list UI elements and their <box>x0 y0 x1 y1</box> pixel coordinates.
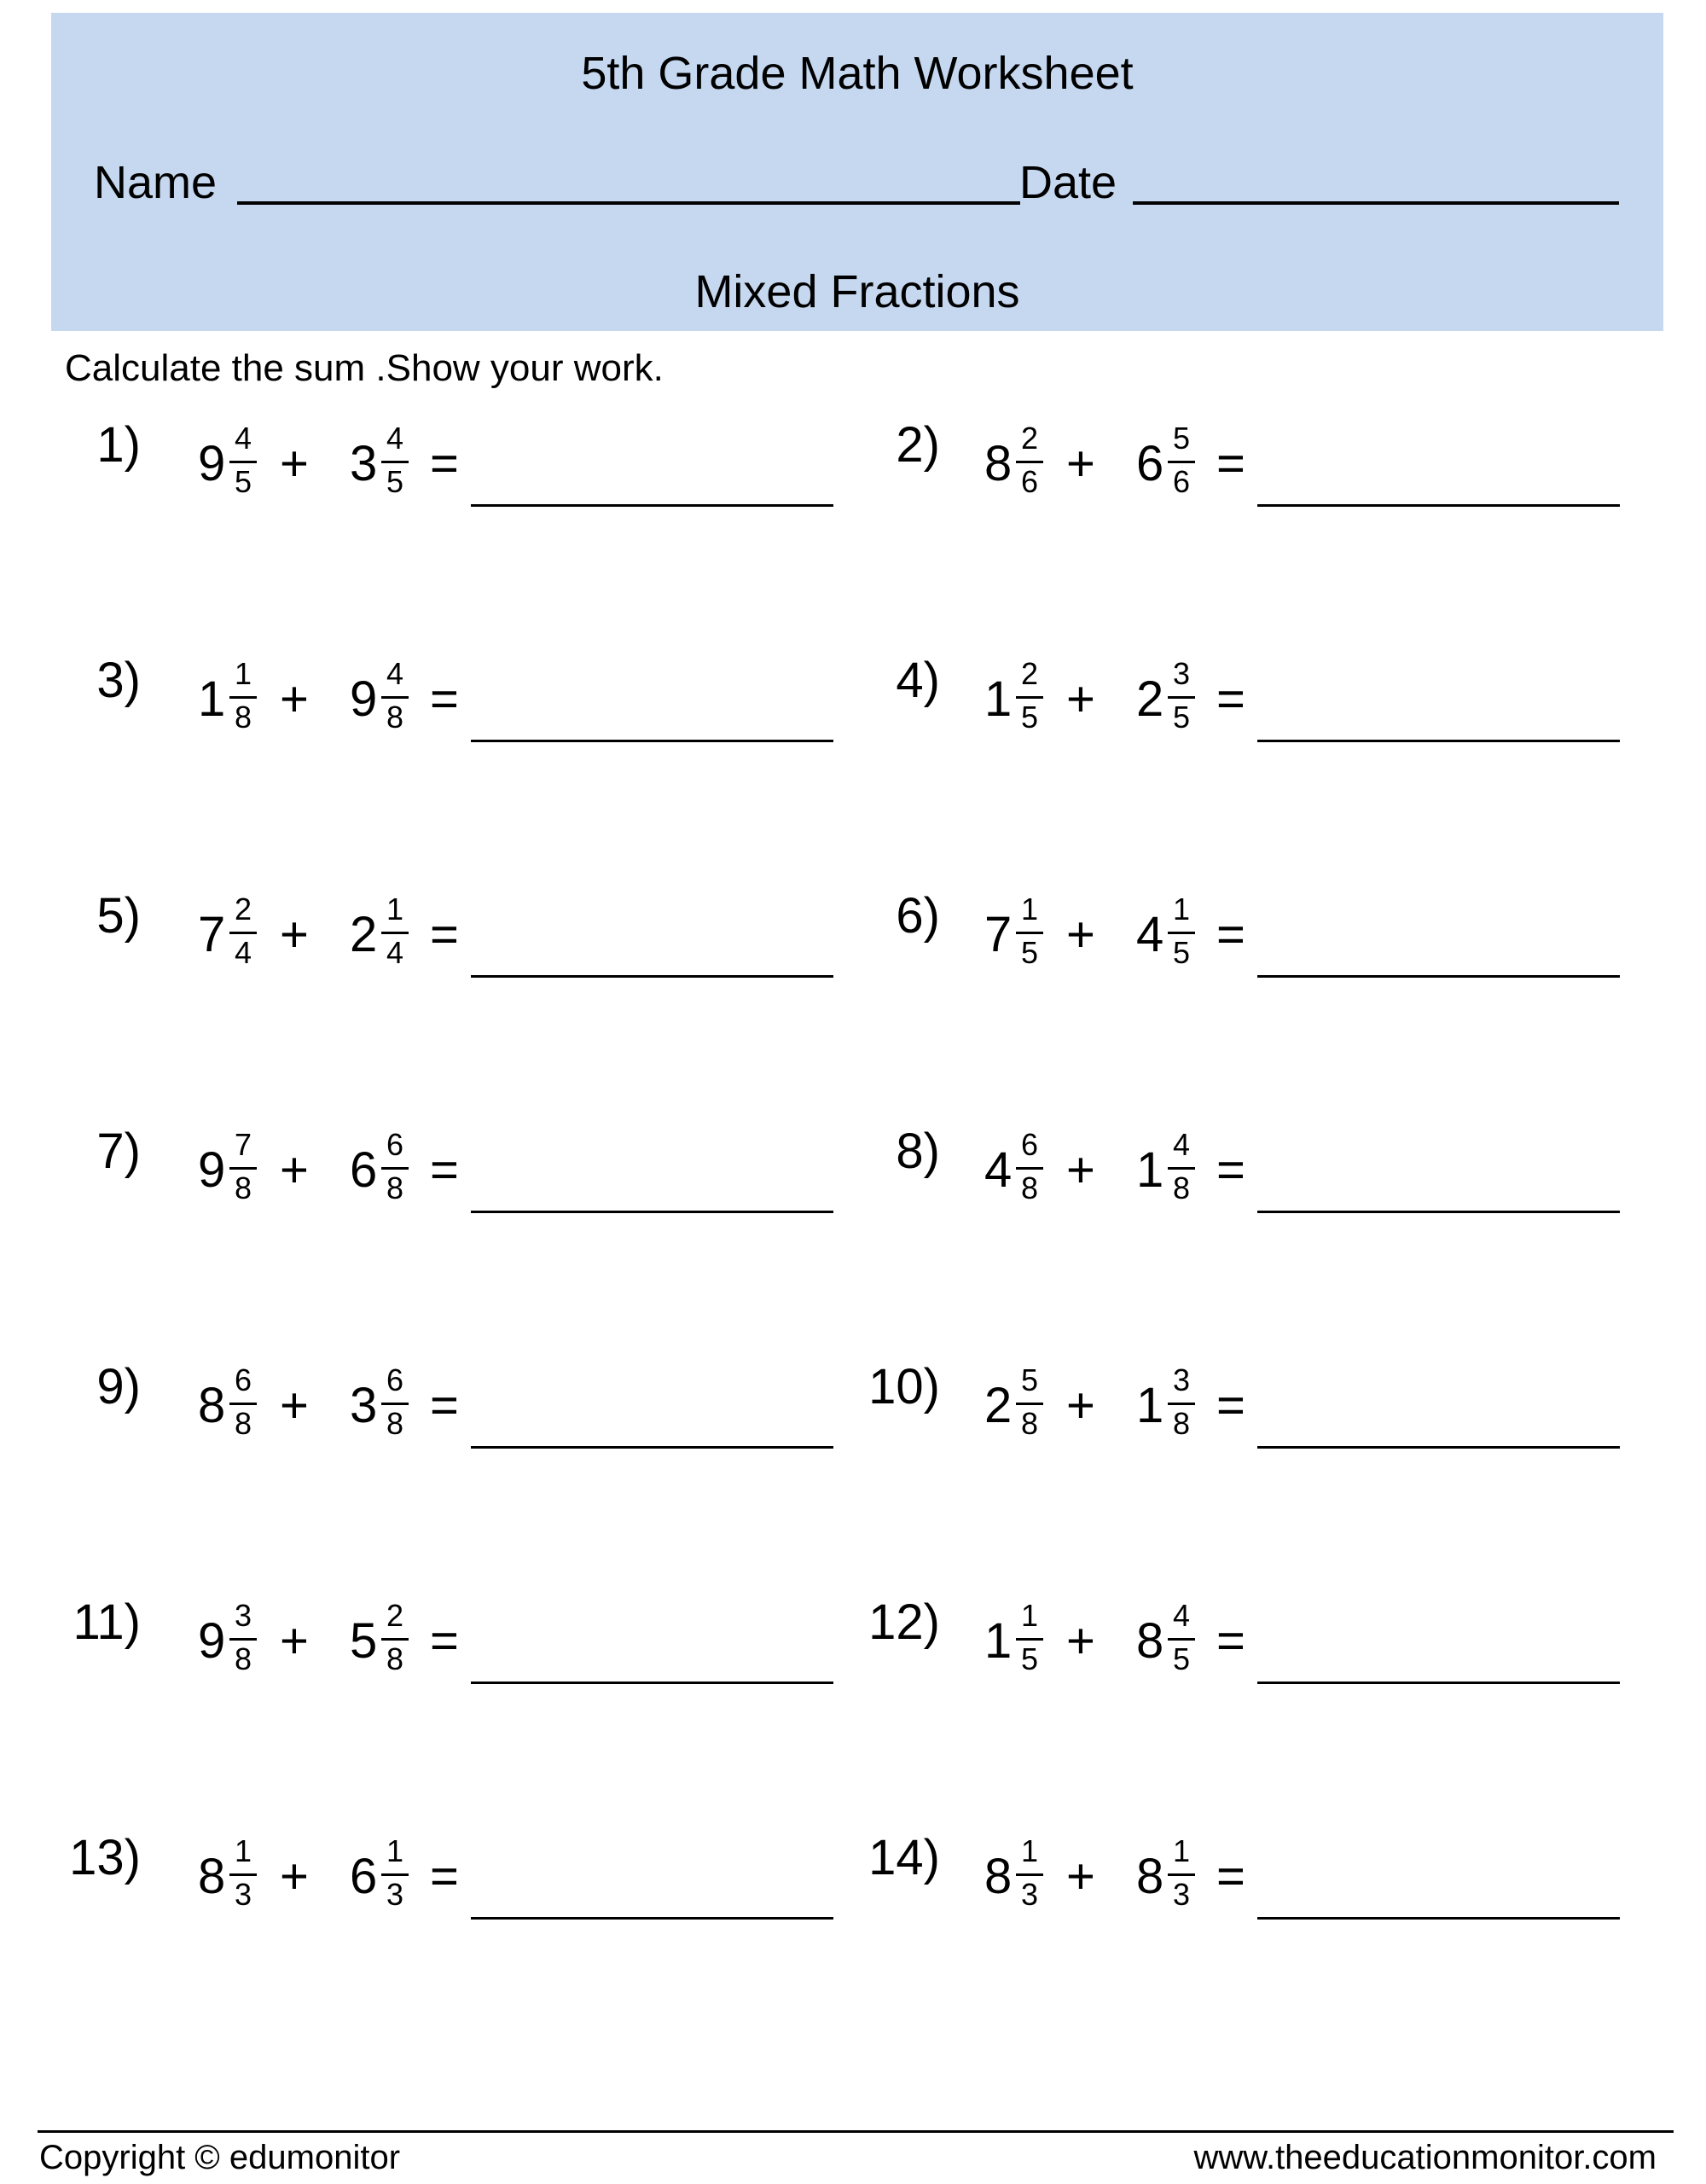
fraction-bar <box>229 1167 257 1170</box>
denominator: 3 <box>234 1877 252 1912</box>
denominator: 5 <box>1020 700 1039 735</box>
fraction-bar <box>381 696 409 699</box>
problem-13 <box>0 1829 819 1949</box>
answer-line[interactable] <box>1257 1682 1620 1684</box>
whole-number: 6 <box>350 1142 378 1198</box>
numerator: 2 <box>386 1598 404 1633</box>
numerator: 3 <box>234 1598 252 1633</box>
fraction <box>381 656 409 735</box>
whole-number: 3 <box>350 436 378 491</box>
problem-9 <box>0 1358 819 1478</box>
numerator: 2 <box>1020 656 1039 691</box>
answer-line[interactable] <box>471 1446 833 1449</box>
denominator: 8 <box>386 1641 404 1676</box>
copyright-text: Copyright © edumonitor <box>39 2139 401 2176</box>
plus-sign: + <box>280 1378 309 1433</box>
fraction-bar <box>1168 1403 1195 1405</box>
fraction <box>1016 1127 1043 1205</box>
denominator: 5 <box>1172 1641 1191 1676</box>
fraction <box>381 1362 409 1441</box>
fraction <box>1016 423 1043 497</box>
fraction-bar <box>381 932 409 934</box>
fraction <box>1168 894 1195 968</box>
whole-number: 2 <box>984 1378 1013 1433</box>
equals-sign: = <box>430 907 459 962</box>
denominator: 4 <box>386 935 404 970</box>
problem-12 <box>786 1594 1605 1713</box>
numerator: 1 <box>1172 892 1191 926</box>
denominator: 5 <box>1020 935 1039 970</box>
denominator: 8 <box>386 1170 404 1205</box>
numerator: 1 <box>1020 892 1039 926</box>
worksheet-title: 5th Grade Math Worksheet <box>581 48 1134 99</box>
fraction-bar <box>1168 1167 1195 1170</box>
problem-number: 7) <box>96 1124 141 1179</box>
plus-sign: + <box>280 1613 309 1669</box>
equals-sign: = <box>1216 436 1245 491</box>
whole-number: 7 <box>198 907 226 962</box>
plus-sign: + <box>280 1849 309 1904</box>
fraction-bar <box>1016 461 1043 463</box>
fraction <box>229 1127 257 1205</box>
whole-number: 6 <box>1136 436 1164 491</box>
fraction <box>229 1362 257 1441</box>
denominator: 5 <box>1172 935 1191 970</box>
plus-sign: + <box>1066 671 1095 727</box>
denominator: 8 <box>234 1170 252 1205</box>
fraction-bar <box>1016 1167 1043 1170</box>
problem-10 <box>786 1358 1605 1478</box>
fraction <box>381 423 409 497</box>
whole-number: 4 <box>1136 907 1164 962</box>
fraction <box>381 1600 409 1675</box>
fraction <box>1168 1833 1195 1912</box>
footer-divider <box>38 2130 1674 2133</box>
equals-sign: = <box>1216 671 1245 727</box>
denominator: 8 <box>386 700 404 735</box>
denominator: 5 <box>1172 700 1191 735</box>
fraction <box>1016 1833 1043 1912</box>
fraction-bar <box>1168 1638 1195 1641</box>
whole-number: 8 <box>198 1378 226 1433</box>
fraction <box>229 1833 257 1912</box>
problem-5 <box>0 887 819 1007</box>
whole-number: 2 <box>350 907 378 962</box>
denominator: 8 <box>234 1641 252 1676</box>
denominator: 8 <box>1172 1170 1191 1205</box>
whole-number: 2 <box>1136 671 1164 727</box>
fraction-bar <box>1016 1403 1043 1405</box>
problem-number: 2) <box>896 417 940 473</box>
fraction-bar <box>381 1167 409 1170</box>
numerator: 3 <box>1172 656 1191 691</box>
fraction <box>1016 1600 1043 1675</box>
problem-number: 1) <box>96 417 141 473</box>
whole-number: 8 <box>984 436 1013 491</box>
fraction <box>381 894 409 968</box>
whole-number: 1 <box>984 671 1013 727</box>
fraction-bar <box>1016 1873 1043 1876</box>
fraction <box>381 1127 409 1205</box>
whole-number: 3 <box>350 1378 378 1433</box>
fraction <box>381 1833 409 1912</box>
plus-sign: + <box>280 1142 309 1198</box>
problem-8 <box>786 1123 1605 1242</box>
whole-number: 1 <box>1136 1142 1164 1198</box>
whole-number: 8 <box>984 1849 1013 1904</box>
fraction-bar <box>229 1873 257 1876</box>
plus-sign: + <box>280 436 309 491</box>
answer-line[interactable] <box>1257 1211 1620 1213</box>
plus-sign: + <box>280 907 309 962</box>
answer-line[interactable] <box>471 504 833 507</box>
equals-sign: = <box>430 671 459 727</box>
problem-number: 8) <box>896 1124 940 1179</box>
name-label: Name <box>94 157 218 208</box>
equals-sign: = <box>430 1613 459 1669</box>
fraction <box>1016 1362 1043 1441</box>
answer-line[interactable] <box>1257 504 1620 507</box>
fraction-bar <box>229 1403 257 1405</box>
numerator: 4 <box>386 656 404 691</box>
problem-4 <box>786 652 1605 771</box>
numerator: 2 <box>234 892 252 926</box>
fraction-bar <box>381 1403 409 1405</box>
equals-sign: = <box>1216 1142 1245 1198</box>
equals-sign: = <box>1216 1378 1245 1433</box>
numerator: 6 <box>386 1362 404 1397</box>
fraction <box>1168 656 1195 735</box>
problem-number: 6) <box>896 888 940 944</box>
numerator: 4 <box>386 421 404 456</box>
numerator: 1 <box>234 1833 252 1868</box>
plus-sign: + <box>1066 907 1095 962</box>
answer-line[interactable] <box>471 740 833 742</box>
numerator: 6 <box>234 1362 252 1397</box>
problem-14 <box>786 1829 1605 1949</box>
answer-line[interactable] <box>471 1917 833 1920</box>
denominator: 5 <box>386 464 404 499</box>
whole-number: 1 <box>984 1613 1013 1669</box>
denominator: 6 <box>1172 464 1191 499</box>
whole-number: 9 <box>198 1142 226 1198</box>
denominator: 5 <box>234 464 252 499</box>
numerator: 6 <box>1020 1127 1039 1162</box>
fraction-bar <box>229 461 257 463</box>
whole-number: 5 <box>350 1613 378 1669</box>
plus-sign: + <box>1066 1849 1095 1904</box>
numerator: 4 <box>234 421 252 456</box>
problem-2 <box>786 416 1605 536</box>
denominator: 8 <box>234 1406 252 1441</box>
denominator: 6 <box>1020 464 1039 499</box>
worksheet-subtitle: Mixed Fractions <box>694 266 1020 317</box>
equals-sign: = <box>1216 1849 1245 1904</box>
equals-sign: = <box>430 1849 459 1904</box>
fraction-bar <box>229 1638 257 1641</box>
plus-sign: + <box>1066 1142 1095 1198</box>
denominator: 4 <box>234 935 252 970</box>
equals-sign: = <box>430 1378 459 1433</box>
whole-number: 4 <box>984 1142 1013 1198</box>
numerator: 4 <box>1172 1127 1191 1162</box>
denominator: 5 <box>1020 1641 1039 1676</box>
equals-sign: = <box>1216 907 1245 962</box>
whole-number: 9 <box>198 1613 226 1669</box>
problem-6 <box>786 887 1605 1007</box>
plus-sign: + <box>280 671 309 727</box>
problem-number: 12) <box>868 1594 940 1650</box>
whole-number: 1 <box>1136 1378 1164 1433</box>
numerator: 1 <box>234 656 252 691</box>
numerator: 2 <box>1020 421 1039 456</box>
problem-number: 11) <box>73 1594 141 1650</box>
numerator: 6 <box>386 1127 404 1162</box>
fraction-bar <box>1016 1638 1043 1641</box>
fraction-bar <box>229 696 257 699</box>
denominator: 8 <box>386 1406 404 1441</box>
fraction <box>1168 1600 1195 1675</box>
fraction <box>229 894 257 968</box>
fraction-bar <box>1016 696 1043 699</box>
denominator: 8 <box>1020 1170 1039 1205</box>
problem-number: 13) <box>69 1830 141 1885</box>
denominator: 3 <box>386 1877 404 1912</box>
whole-number: 8 <box>198 1849 226 1904</box>
problem-7 <box>0 1123 819 1242</box>
problem-number: 10) <box>868 1359 940 1414</box>
fraction-bar <box>1168 1873 1195 1876</box>
answer-line[interactable] <box>1257 975 1620 978</box>
fraction-bar <box>1016 932 1043 934</box>
whole-number: 6 <box>350 1849 378 1904</box>
fraction <box>1168 423 1195 497</box>
equals-sign: = <box>430 436 459 491</box>
equals-sign: = <box>430 1142 459 1198</box>
numerator: 3 <box>1172 1362 1191 1397</box>
plus-sign: + <box>1066 1613 1095 1669</box>
fraction <box>229 1600 257 1675</box>
plus-sign: + <box>1066 436 1095 491</box>
problem-11 <box>0 1594 819 1713</box>
fraction-bar <box>381 461 409 463</box>
fraction <box>1016 894 1043 968</box>
problem-3 <box>0 652 819 771</box>
answer-line[interactable] <box>471 1211 833 1213</box>
whole-number: 8 <box>1136 1849 1164 1904</box>
numerator: 1 <box>1172 1833 1191 1868</box>
denominator: 8 <box>1020 1406 1039 1441</box>
fraction-bar <box>1168 696 1195 699</box>
fraction <box>1168 1127 1195 1205</box>
whole-number: 9 <box>198 436 226 491</box>
problem-number: 4) <box>896 653 940 708</box>
fraction <box>1168 1362 1195 1441</box>
problem-number: 9) <box>96 1359 141 1414</box>
whole-number: 9 <box>350 671 378 727</box>
fraction-bar <box>1168 461 1195 463</box>
numerator: 5 <box>1172 421 1191 456</box>
whole-number: 8 <box>1136 1613 1164 1669</box>
numerator: 1 <box>386 1833 404 1868</box>
problem-number: 5) <box>96 888 141 944</box>
denominator: 8 <box>1172 1406 1191 1441</box>
whole-number: 1 <box>198 671 226 727</box>
plus-sign: + <box>1066 1378 1095 1433</box>
fraction <box>1016 656 1043 735</box>
fraction-bar <box>1168 932 1195 934</box>
numerator: 7 <box>234 1127 252 1162</box>
fraction-bar <box>381 1638 409 1641</box>
date-label: Date <box>1019 157 1117 208</box>
numerator: 1 <box>1020 1833 1039 1868</box>
fraction <box>229 656 257 735</box>
denominator: 3 <box>1172 1877 1191 1912</box>
denominator: 8 <box>234 700 252 735</box>
numerator: 1 <box>386 892 404 926</box>
instructions: Calculate the sum .Show your work. <box>65 347 664 389</box>
answer-line[interactable] <box>1257 1917 1620 1920</box>
fraction-bar <box>381 1873 409 1876</box>
problem-1 <box>0 416 819 536</box>
answer-line[interactable] <box>1257 1446 1620 1449</box>
website-url: www.theeducationmonitor.com <box>1193 2139 1657 2176</box>
equals-sign: = <box>1216 1613 1245 1669</box>
fraction <box>229 423 257 497</box>
numerator: 4 <box>1172 1598 1191 1633</box>
denominator: 3 <box>1020 1877 1039 1912</box>
answer-line[interactable] <box>1257 740 1620 742</box>
numerator: 5 <box>1020 1362 1039 1397</box>
whole-number: 7 <box>984 907 1013 962</box>
fraction-bar <box>229 932 257 934</box>
answer-line[interactable] <box>471 1682 833 1684</box>
numerator: 1 <box>1020 1598 1039 1633</box>
problem-number: 3) <box>96 653 141 708</box>
answer-line[interactable] <box>471 975 833 978</box>
problem-number: 14) <box>868 1830 940 1885</box>
